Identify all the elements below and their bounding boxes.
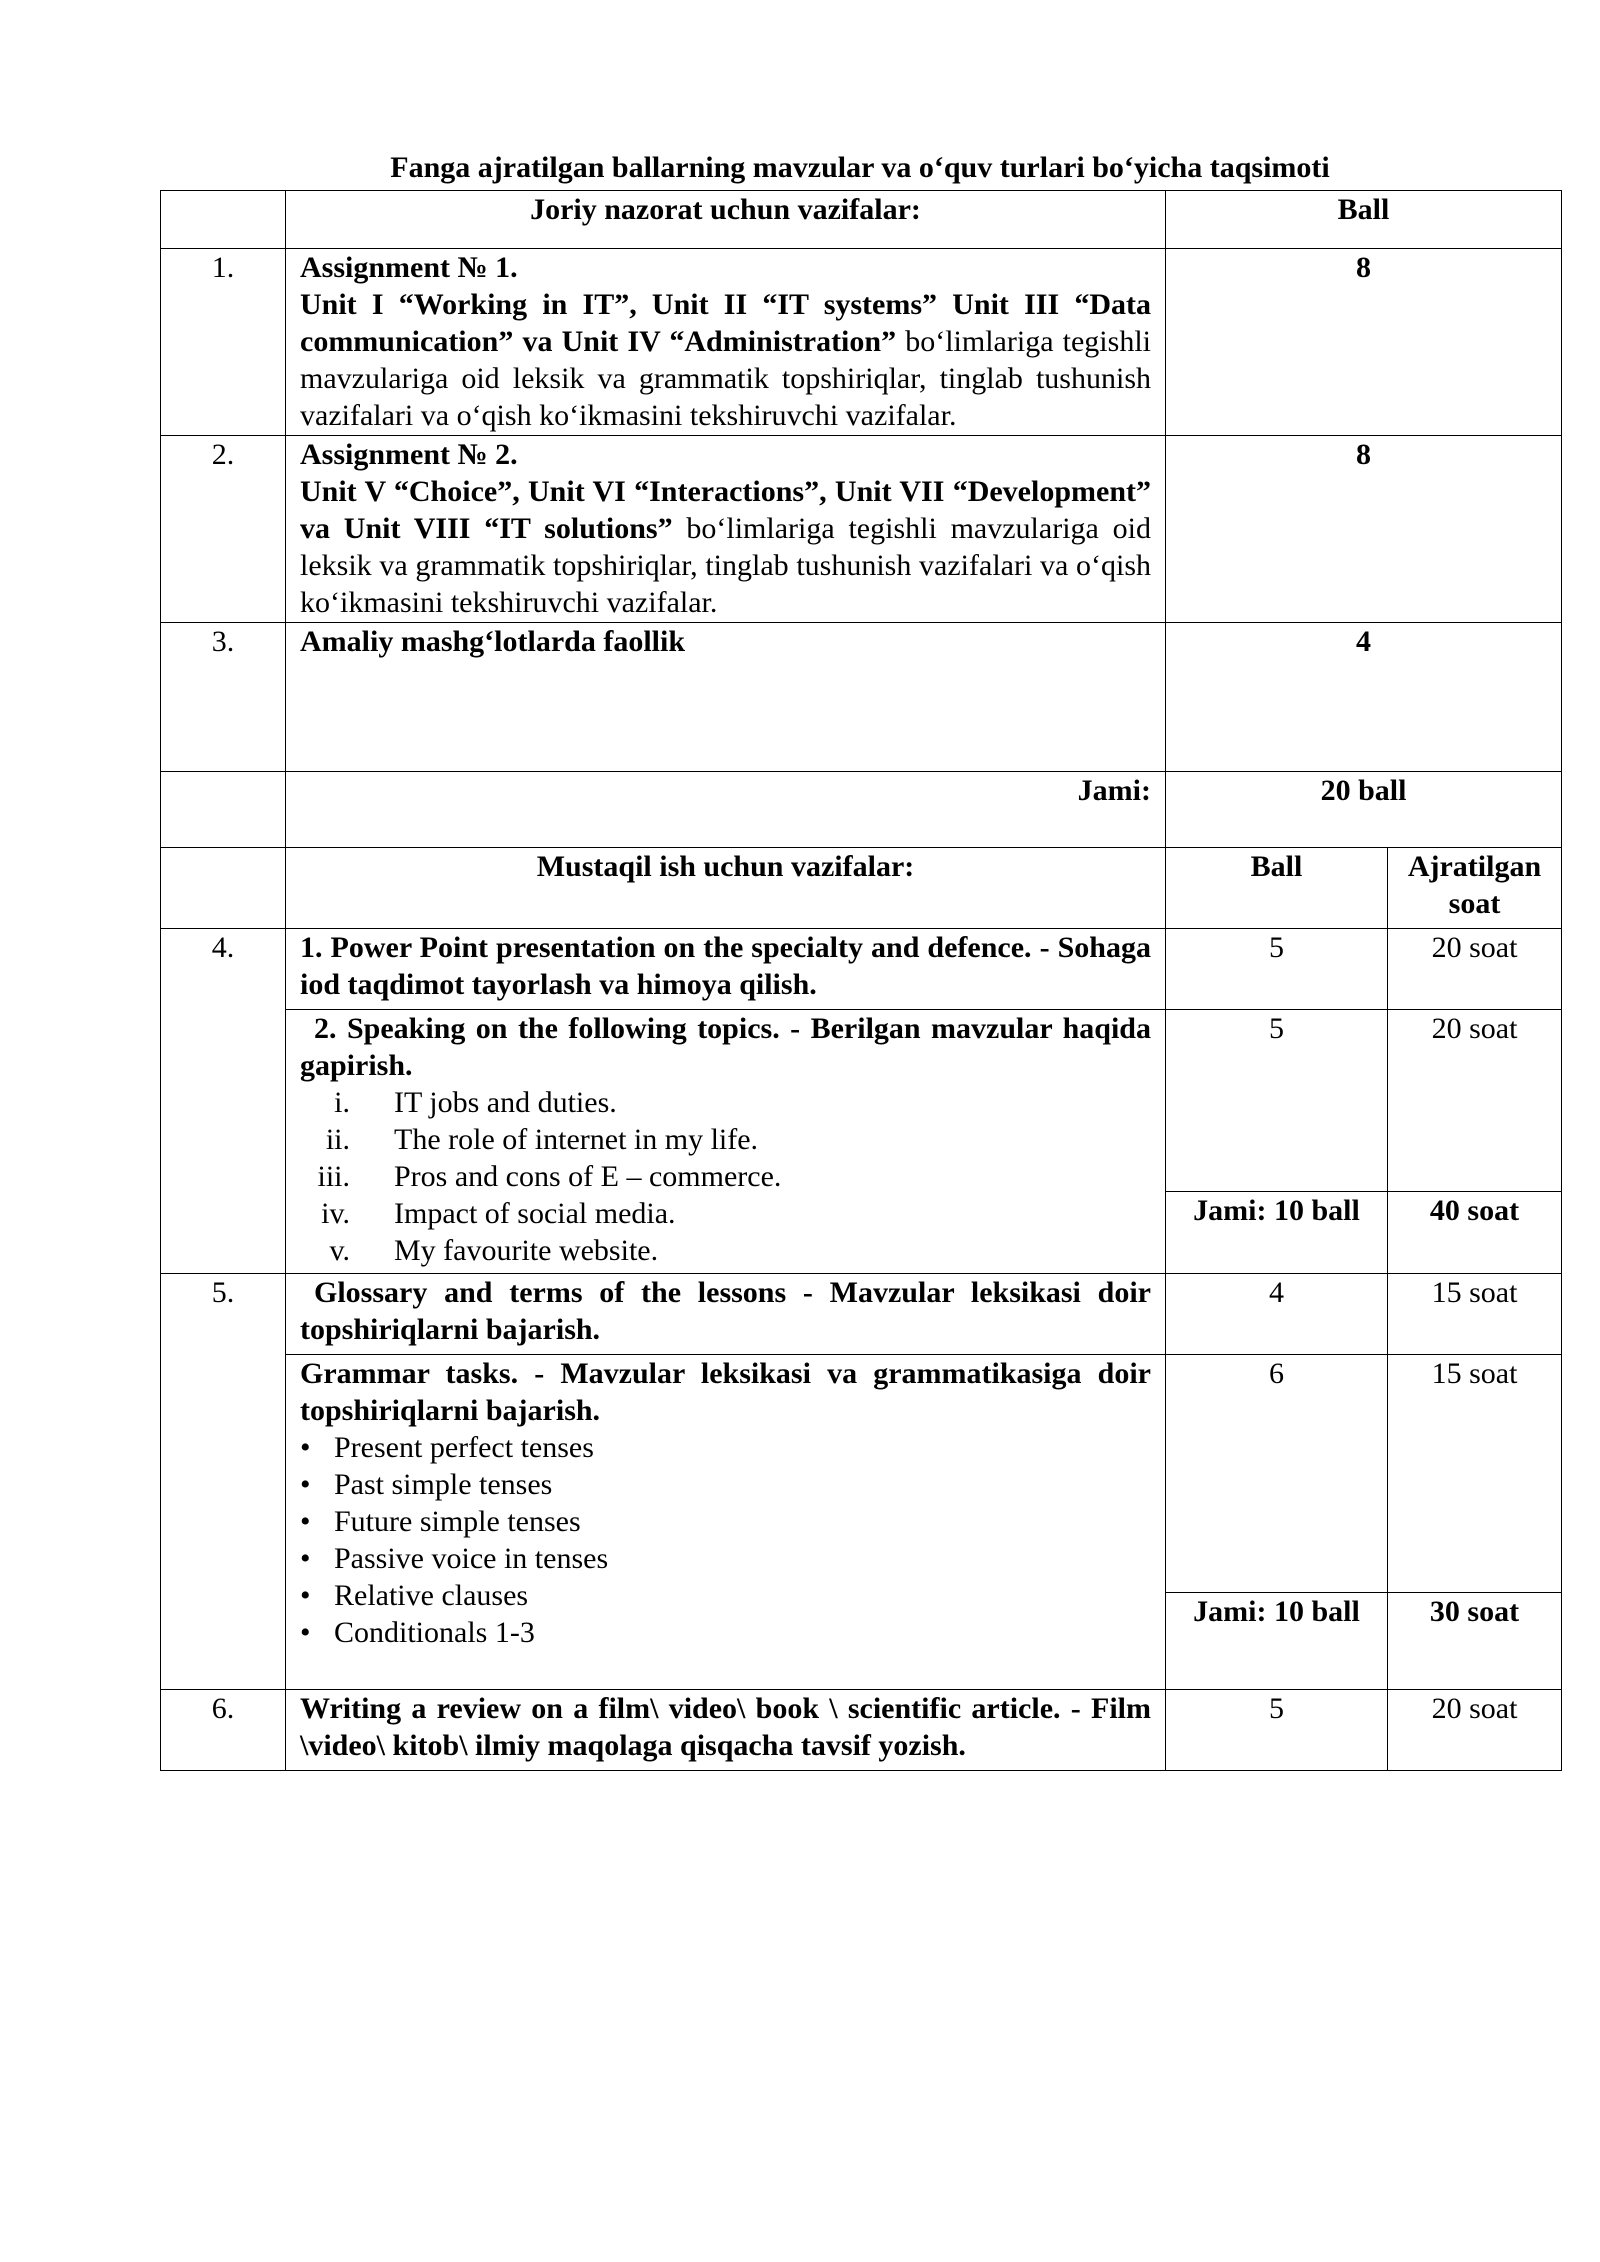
row-number: 6. <box>161 1690 286 1771</box>
assignment-heading: Assignment № 1. <box>300 251 518 284</box>
table-row <box>161 1274 1562 1355</box>
table-row <box>161 1010 1562 1274</box>
subtotal-ball: Jami: 10 ball <box>1166 1592 1387 1689</box>
list-item: i. IT jobs and duties. <box>334 1086 617 1119</box>
task-heading: 2. Speaking on the following topics. - Berilgan mavzular haqida gapirish. <box>300 1012 1151 1082</box>
bullet-icon: • <box>300 1468 311 1501</box>
distribution-table <box>160 190 1562 1771</box>
row-number: 4. <box>161 929 286 1274</box>
header-ball: Ball <box>1166 191 1562 249</box>
bullet-icon: • <box>300 1431 311 1464</box>
list-item: ii. The role of internet in my life. <box>325 1123 759 1156</box>
list-item: • Future simple tenses <box>300 1505 581 1538</box>
subtotal-hours: 30 soat <box>1388 1592 1561 1689</box>
row-ball: 4 <box>1166 623 1562 772</box>
row-number: 1. <box>161 249 286 436</box>
header-task: Mustaqil ish uchun vazifalar: <box>286 848 1166 929</box>
row-task: Writing a review on a film\ video\ book \ scientific article. - Film \video\ kitob\ ilmiy maqolaga qisqacha tavsif yozish. <box>286 1690 1166 1771</box>
row-ball: 8 <box>1166 249 1562 436</box>
bullet-icon: • <box>300 1579 311 1612</box>
row-number: 2. <box>161 436 286 623</box>
table-row <box>161 249 1562 436</box>
row-task <box>286 436 1166 623</box>
row-task: 1. Power Point presentation on the specialty and defence. - Sohaga iod taqdimot tayorlash va himoya qilish. <box>286 929 1166 1010</box>
table-row <box>161 1355 1562 1690</box>
row-hours: 15 soat 30 soat <box>1388 1355 1562 1690</box>
assignment-description: bo‘limlariga tegishli mavzulariga oid leksik va grammatik topshiriqlar, tinglab tushunish vazifalari va o‘qish ko‘ikmasini tekshiruvchi vazifalar. <box>300 512 1151 619</box>
task-heading: Grammar tasks. - Mavzular leksikasi va grammatikasiga doir topshiriqlarni bajarish. <box>300 1357 1151 1427</box>
header-hours: Ajratilgan soat <box>1388 848 1562 929</box>
list-item: v. My favourite website. <box>329 1234 659 1267</box>
row-task: Glossary and terms of the lessons - Mavzular leksikasi doir topshiriqlarni bajarish. <box>286 1274 1166 1355</box>
row-hours: 20 soat <box>1388 1690 1562 1771</box>
list-item: iii. Pros and cons of E – commerce. <box>317 1160 782 1193</box>
topic-list <box>300 1084 1151 1269</box>
row-task <box>286 249 1166 436</box>
row-ball: 5 <box>1166 1690 1388 1771</box>
row-hours: 20 soat 40 soat <box>1388 1010 1562 1274</box>
table-header-independent <box>161 848 1562 929</box>
header-ball: Ball <box>1166 848 1388 929</box>
total-label: Jami: <box>286 772 1166 848</box>
bullet-icon: • <box>300 1505 311 1538</box>
table-header-current <box>161 191 1562 249</box>
list-item: • Present perfect tenses <box>300 1431 594 1464</box>
row-task <box>286 1355 1166 1690</box>
assignment-units: Unit I “Working in IT”, Unit II “IT systems” Unit III “Data communication” va Unit IV “Administration” <box>300 288 1151 358</box>
table-row <box>161 623 1562 772</box>
assignment-units: Unit V “Choice”, Unit VI “Interactions”, Unit VII “Development” va Unit VIII “IT solutions” <box>300 475 1151 545</box>
assignment-heading: Assignment № 2. <box>300 438 518 471</box>
row-number: 5. <box>161 1274 286 1690</box>
table-row <box>161 436 1562 623</box>
list-item: iv. Impact of social media. <box>321 1197 676 1230</box>
row-ball: 6 Jami: 10 ball <box>1166 1355 1388 1690</box>
header-num-cell <box>161 191 286 249</box>
list-item: • Past simple tenses <box>300 1468 553 1501</box>
total-row <box>161 772 1562 848</box>
subtotal-hours: 40 soat <box>1388 1191 1561 1273</box>
row-ball: 4 <box>1166 1274 1388 1355</box>
row-ball: 5 Jami: 10 ball <box>1166 1010 1388 1274</box>
row-hours: 20 soat <box>1388 929 1562 1010</box>
row-task <box>286 1010 1166 1274</box>
row-task: Amaliy mashg‘lotlarda faollik <box>286 623 1166 772</box>
table-row <box>161 929 1562 1010</box>
bullet-icon: • <box>300 1616 311 1649</box>
bullet-icon: • <box>300 1542 311 1575</box>
grammar-list <box>300 1429 1151 1651</box>
subtotal-ball: Jami: 10 ball <box>1166 1191 1387 1273</box>
total-value: 20 ball <box>1166 772 1562 848</box>
page-title: Fanga ajratilgan ballarning mavzular va o‘quv turlari bo‘yicha taqsimoti <box>390 151 1330 184</box>
header-task: Joriy nazorat uchun vazifalar: <box>286 191 1166 249</box>
table-row <box>161 1690 1562 1771</box>
assignment-description: bo‘limlariga tegishli mavzulariga oid leksik va grammatik topshiriqlar, tinglab tushunish vazifalari va o‘qish ko‘ikmasini tekshiruvchi vazifalar. <box>300 325 1151 432</box>
row-ball: 8 <box>1166 436 1562 623</box>
list-item: • Conditionals 1-3 <box>300 1616 535 1649</box>
list-item: • Relative clauses <box>300 1579 529 1612</box>
row-hours: 15 soat <box>1388 1274 1562 1355</box>
row-ball: 5 <box>1166 929 1388 1010</box>
list-item: • Passive voice in tenses <box>300 1542 609 1575</box>
row-number: 3. <box>161 623 286 772</box>
